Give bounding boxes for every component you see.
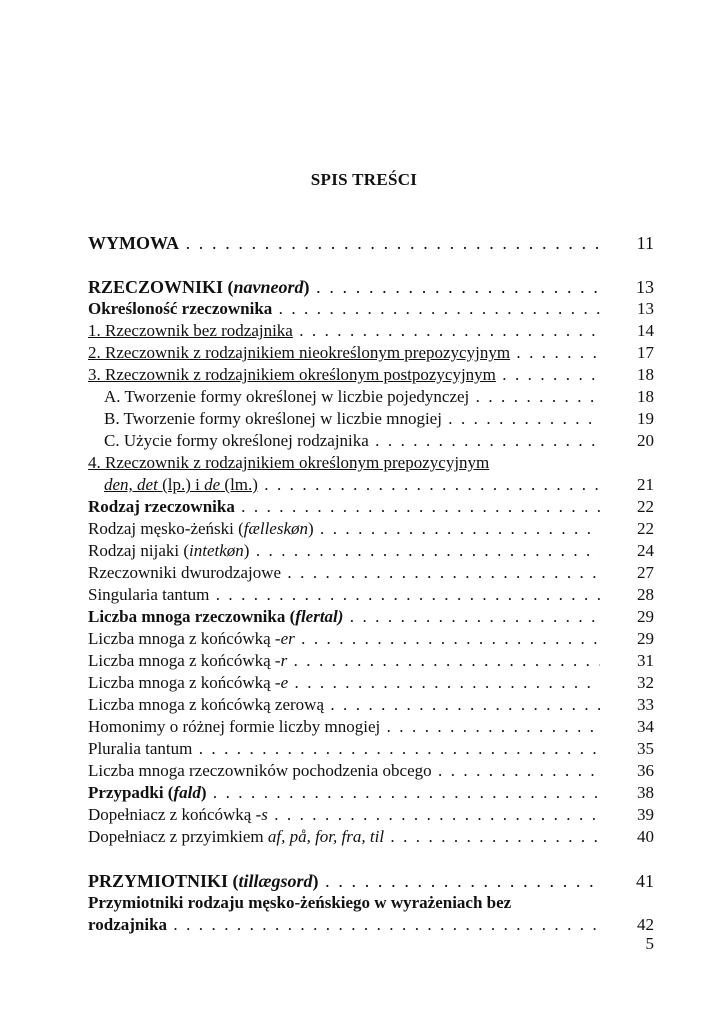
toc-entry: Przypadki (fald) . . . xyxy=(88,782,600,804)
page-number: 31 xyxy=(637,651,654,670)
page-number: 13 xyxy=(637,299,654,318)
toc-entry-przymiotniki: PRZYMIOTNIKI (tillægsord) . . . xyxy=(88,870,600,892)
toc-entry: Liczba mnoga z końcówką zerową . . . xyxy=(88,694,600,716)
toc-entry: Rodzaj rzeczownika . . . xyxy=(88,496,600,518)
toc-entry: Przymiotniki rodzaju męsko-żeńskiego w wyrażeniach bez xyxy=(88,893,512,912)
toc-entry: A. Tworzenie formy określonej w liczbie pojedynczej . . . xyxy=(104,386,600,408)
toc-row xyxy=(88,716,654,738)
page-number: 39 xyxy=(637,805,654,824)
toc-row xyxy=(88,562,654,584)
toc-entry: Dopełniacz z przyimkiem af, på, for, fra, til . . . xyxy=(88,826,600,848)
page-number: 22 xyxy=(637,519,654,538)
toc-entry: 2. Rzeczownik z rodzajnikiem nieokreślonym prepozycyjnym . . . xyxy=(88,342,600,364)
toc-entry: Pluralia tantum . . . xyxy=(88,738,600,760)
page-number: 19 xyxy=(637,409,654,428)
toc-row xyxy=(88,672,654,694)
page-number: 18 xyxy=(637,387,654,406)
toc-row xyxy=(88,584,654,606)
page-number: 36 xyxy=(637,761,654,780)
toc-row xyxy=(88,826,654,848)
toc-row-wymowa xyxy=(88,232,654,254)
toc-entry: 1. Rzeczownik bez rodzajnika . . . xyxy=(88,320,600,342)
toc-entry: Określoność rzeczownika . . . xyxy=(88,298,600,320)
toc-entry: Homonimy o różnej formie liczby mnogiej . . . xyxy=(88,716,600,738)
toc-row xyxy=(88,540,654,562)
toc-entry: Liczba mnoga rzeczowników pochodzenia obcego . . . xyxy=(88,760,600,782)
toc-entry: 4. Rzeczownik z rodzajnikiem określonym prepozycyjnym xyxy=(88,453,490,472)
toc-entry: Liczba mnoga z końcówką -er . . . xyxy=(88,628,600,650)
toc-row xyxy=(88,606,654,628)
toc-entry: C. Użycie formy określonej rodzajnika . . . xyxy=(104,430,600,452)
page-number: 29 xyxy=(637,607,654,626)
toc-entry: B. Tworzenie formy określonej w liczbie mnogiej . . . xyxy=(104,408,600,430)
toc-row xyxy=(88,386,654,408)
page-number: 20 xyxy=(637,431,654,450)
page-number: 33 xyxy=(637,695,654,714)
toc-row xyxy=(88,782,654,804)
toc-row xyxy=(88,694,654,716)
page-number: 21 xyxy=(637,475,654,494)
folio-page-number: 5 xyxy=(645,934,654,953)
toc-row xyxy=(88,760,654,782)
page-number: 18 xyxy=(637,365,654,384)
toc-entry: den, det (lp.) i de (lm.) . . . xyxy=(104,474,600,496)
toc-row xyxy=(88,628,654,650)
page-number: 13 xyxy=(636,277,654,297)
page-number: 24 xyxy=(637,541,654,560)
toc-entry: Liczba mnoga z końcówką -r . . . xyxy=(88,650,600,672)
toc-row xyxy=(88,364,654,386)
toc-entry: Dopełniacz z końcówką -s . . . xyxy=(88,804,600,826)
page-number: 38 xyxy=(637,783,654,802)
page-number: 29 xyxy=(637,629,654,648)
toc-entry: Rodzaj nijaki (intetkøn) . . . xyxy=(88,540,600,562)
page-number: 41 xyxy=(636,871,654,891)
page-number: 14 xyxy=(637,321,654,340)
toc-row xyxy=(88,892,654,914)
toc-row xyxy=(88,804,654,826)
toc-entry: Liczba mnoga rzeczownika (flertal) . . . xyxy=(88,606,600,628)
toc-entry-wymowa: WYMOWA . . . xyxy=(88,232,600,254)
toc-row xyxy=(88,518,654,540)
toc-entry: Rzeczowniki dwurodzajowe . . . xyxy=(88,562,600,584)
toc-row xyxy=(88,342,654,364)
page-number: 27 xyxy=(637,563,654,582)
toc-entry: Liczba mnoga z końcówką -e . . . xyxy=(88,672,600,694)
page-number: 28 xyxy=(637,585,654,604)
toc-row xyxy=(88,430,654,452)
toc-row-rzeczowniki xyxy=(88,276,654,298)
toc-row xyxy=(88,452,654,474)
page-number: 42 xyxy=(637,915,654,934)
page-number: 32 xyxy=(637,673,654,692)
toc-row xyxy=(88,474,654,496)
page-number: 22 xyxy=(637,497,654,516)
toc-row xyxy=(88,298,654,320)
page-number: 17 xyxy=(637,343,654,362)
page-title: SPIS TREŚCI xyxy=(310,170,418,189)
toc-entry: Singularia tantum . . . xyxy=(88,584,600,606)
toc-row xyxy=(88,738,654,760)
toc-row xyxy=(88,914,654,936)
toc-row xyxy=(88,496,654,518)
table-of-contents xyxy=(88,232,654,936)
page-number: 35 xyxy=(637,739,654,758)
toc-row xyxy=(88,650,654,672)
toc-entry-rzeczowniki: RZECZOWNIKI (navneord) . . . xyxy=(88,276,600,298)
page-number: 40 xyxy=(637,827,654,846)
toc-row xyxy=(88,408,654,430)
toc-entry: Rodzaj męsko-żeński (fælleskøn) . . . xyxy=(88,518,600,540)
toc-row xyxy=(88,320,654,342)
page-number: 11 xyxy=(636,233,654,253)
toc-entry: 3. Rzeczownik z rodzajnikiem określonym postpozycyjnym . . . xyxy=(88,364,600,386)
toc-row-przymiotniki xyxy=(88,870,654,892)
toc-entry: rodzajnika . . . xyxy=(88,914,600,936)
page-number: 34 xyxy=(637,717,654,736)
